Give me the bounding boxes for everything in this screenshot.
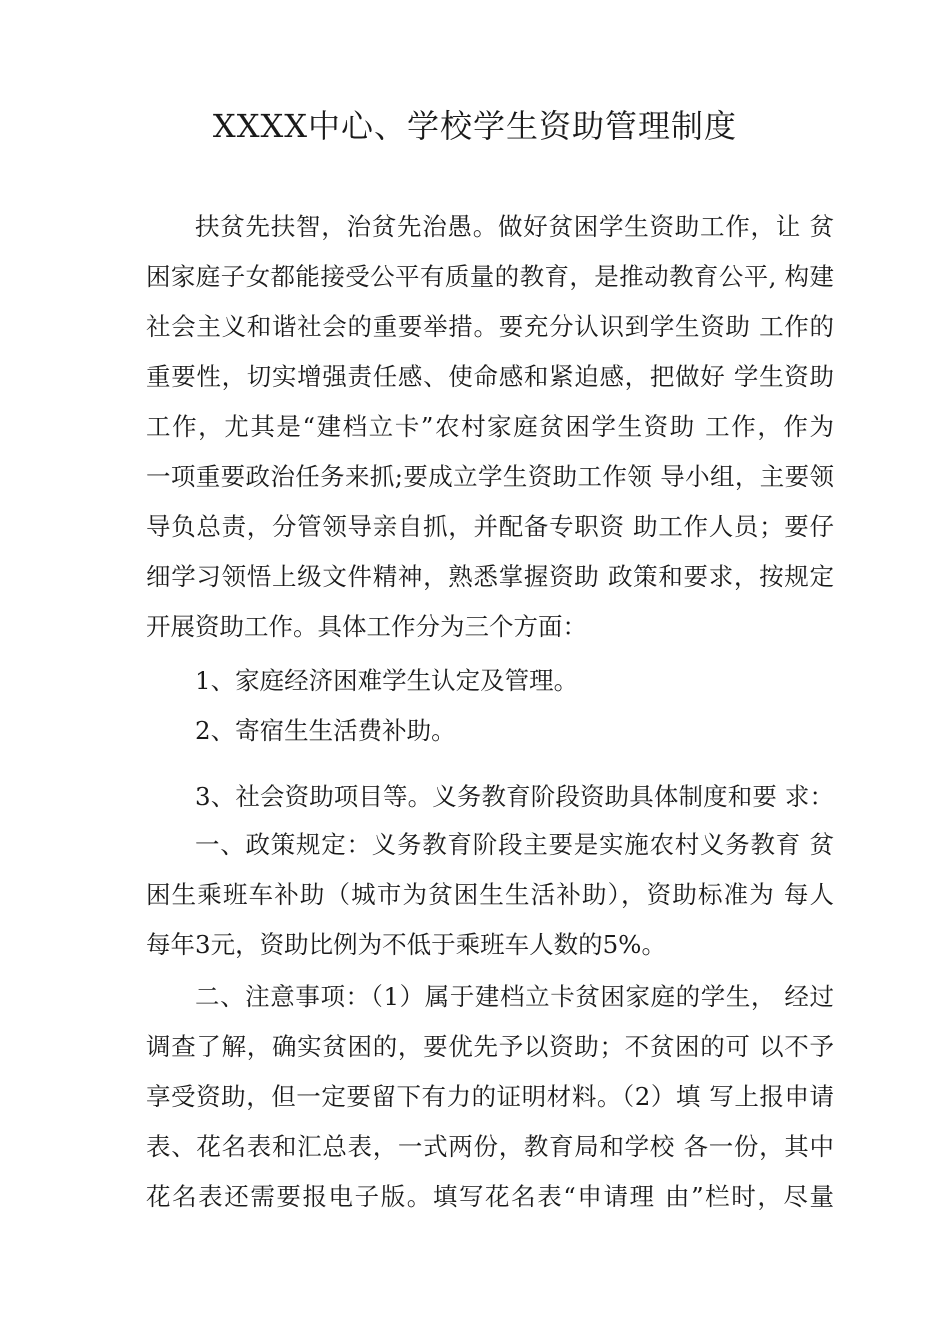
paragraph-line: 困生乘班车补助（城市为贫困生生活补助），资助标准为 每人 bbox=[146, 880, 834, 909]
paragraph-line: 表、花名表和汇总表，一式两份，教育局和学校 各一份，其中 bbox=[146, 1132, 834, 1161]
paragraph-line: 工作，尤其是“建档立卡”农村家庭贫困学生资助 工作，作为 bbox=[146, 412, 834, 441]
paragraph-line: 花名表还需要报电子版。填写花名表“申请理 由”栏时，尽量 bbox=[146, 1182, 834, 1211]
document-title: XXXX中心、学校学生资助管理制度 bbox=[212, 107, 738, 145]
list-item: 2、寄宿生生活费补助。 bbox=[195, 716, 456, 745]
paragraph-line: 社会主义和谐社会的重要举措。要充分认识到学生资助 工作的 bbox=[146, 312, 834, 341]
paragraph-line: 扶贫先扶智，治贫先治愚。做好贫困学生资助工作，让 贫 bbox=[195, 212, 834, 241]
paragraph-line: 一项重要政治任务来抓;要成立学生资助工作领 导小组，主要领 bbox=[146, 462, 834, 491]
paragraph-line: 开展资助工作。具体工作分为三个方面： bbox=[146, 612, 587, 641]
paragraph-line: 每年3元，资助比例为不低于乘班车人数的5%。 bbox=[146, 930, 666, 959]
paragraph-line: 一、政策规定：义务教育阶段主要是实施农村义务教育 贫 bbox=[195, 830, 834, 859]
list-item: 3、社会资助项目等。义务教育阶段资助具体制度和要 求： bbox=[195, 782, 834, 811]
paragraph-line: 享受资助，但一定要留下有力的证明材料。（2）填 写上报申请 bbox=[146, 1082, 834, 1111]
paragraph-line: 调查了解，确实贫困的，要优先予以资助；不贫困的可 以不予 bbox=[146, 1032, 834, 1061]
paragraph-line: 二、注意事项：（1）属于建档立卡贫困家庭的学生， 经过 bbox=[195, 982, 834, 1011]
paragraph-line: 重要性，切实增强责任感、使命感和紧迫感，把做好 学生资助 bbox=[146, 362, 834, 391]
paragraph-line: 细学习领悟上级文件精神，熟悉掌握资助 政策和要求，按规定 bbox=[146, 562, 834, 591]
paragraph-line: 导负总责，分管领导亲自抓，并配备专职资 助工作人员；要仔 bbox=[146, 512, 834, 541]
paragraph-line: 困家庭子女都能接受公平有质量的教育，是推动教育公平, 构建 bbox=[146, 262, 834, 291]
list-item: 1、家庭经济困难学生认定及管理。 bbox=[195, 666, 579, 695]
